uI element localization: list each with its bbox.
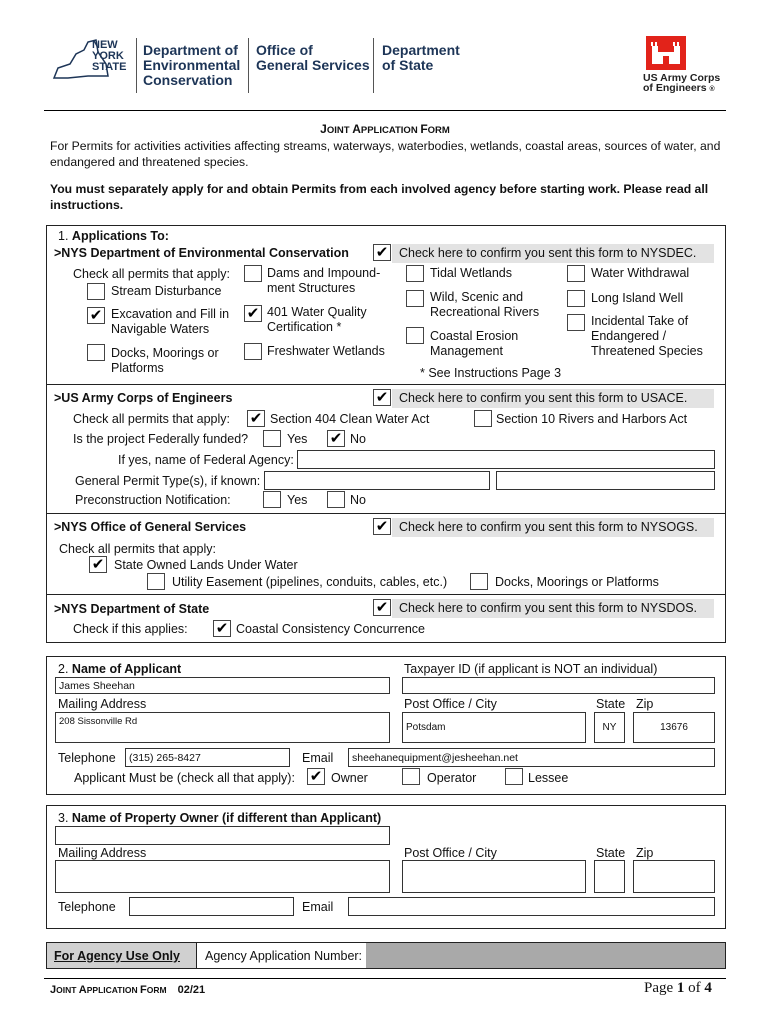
wild-scenic-checkbox[interactable] <box>406 290 424 307</box>
operator-checkbox[interactable] <box>402 768 420 785</box>
ny-logo-line2: YORK <box>92 50 124 62</box>
dec-logo-line2: Environmental <box>143 57 241 73</box>
federally-funded-question: Is the project Federally funded? <box>73 432 249 446</box>
wild-scenic-label: Wild, Scenic and Recreational Rivers <box>430 290 540 319</box>
long-island-well-label: Long Island Well <box>591 291 684 305</box>
water-withdrawal-checkbox[interactable] <box>567 265 585 282</box>
docks-dec-label: Docks, Moorings or Platforms <box>111 346 219 375</box>
federal-agency-input[interactable] <box>297 450 715 469</box>
pcn-yes-label: Yes <box>287 493 308 507</box>
owner-zip-label: Zip <box>636 846 654 860</box>
freshwater-wetlands-checkbox[interactable] <box>244 343 262 360</box>
page-number: Page 1 of 4 <box>644 980 712 996</box>
tidal-wetlands-checkbox[interactable] <box>406 265 424 282</box>
confirm-nysogs-checkbox[interactable] <box>373 518 391 535</box>
dec-logo-line3: Conservation <box>143 72 233 88</box>
federal-agency-label: If yes, name of Federal Agency: <box>118 453 294 467</box>
confirm-nysdec-checkbox[interactable] <box>373 244 391 261</box>
general-permit-label: General Permit Type(s), if known: <box>75 474 261 488</box>
confirm-nysdec-label: Check here to confirm you sent this form to NYSDEC. <box>399 246 697 260</box>
ogs-title: >NYS Office of General Services <box>54 520 247 534</box>
owner-zip-input[interactable] <box>633 860 715 893</box>
excavation-fill-checkbox[interactable] <box>87 307 105 324</box>
applicant-state-label: State <box>596 697 626 711</box>
owner-po-label: Post Office / City <box>404 846 497 860</box>
federally-funded-no-label: No <box>350 432 366 446</box>
applicant-po-label: Post Office / City <box>404 697 497 711</box>
taxpayer-id-label: Taxpayer ID (if applicant is NOT an individual) <box>404 662 658 676</box>
agency-use-label: For Agency Use Only <box>54 949 180 963</box>
confirm-nysogs-label: Check here to confirm you sent this form to NYSOGS. <box>399 520 698 534</box>
applicant-address-input[interactable]: 208 Sissonville Rd <box>55 712 390 743</box>
applicant-email-label: Email <box>302 751 334 765</box>
utility-easement-label: Utility Easement (pipelines, conduits, cables, etc.) <box>172 575 448 589</box>
confirm-nysdos-label: Check here to confirm you sent this form to NYSDOS. <box>399 601 698 615</box>
footer-date: 02/21 <box>177 984 206 996</box>
section3-heading: 3. Name of Property Owner (if different than Applicant) <box>58 811 382 825</box>
utility-easement-checkbox[interactable] <box>147 573 165 590</box>
usace-title: >US Army Corps of Engineers <box>54 391 233 405</box>
applicant-telephone-label: Telephone <box>58 751 116 765</box>
section-10-checkbox[interactable] <box>474 410 492 427</box>
dec-check-all-label: Check all permits that apply: <box>73 267 231 281</box>
owner-address-input[interactable] <box>55 860 390 893</box>
confirm-usace-label: Check here to confirm you sent this form to USACE. <box>399 391 688 405</box>
docks-dec-checkbox[interactable] <box>87 344 105 361</box>
applicant-zip-input[interactable]: 13676 <box>633 712 715 743</box>
applicant-mailing-label: Mailing Address <box>58 697 147 711</box>
dos-check-if-label: Check if this applies: <box>73 622 188 636</box>
applicant-email-input[interactable]: sheehanequipment@jesheehan.net <box>348 748 715 767</box>
dos-logo-line1: Department <box>382 42 460 58</box>
federally-funded-yes-label: Yes <box>287 432 308 446</box>
agency-number-label: Agency Application Number: <box>205 949 363 963</box>
pcn-yes-checkbox[interactable] <box>263 491 281 508</box>
dec-title: >NYS Department of Environmental Conservation <box>54 246 349 260</box>
owner-state-input[interactable] <box>594 860 625 893</box>
instructions-note: * See Instructions Page 3 <box>420 366 562 380</box>
ogs-logo-line2: General Services <box>256 57 370 73</box>
owner-name-input[interactable] <box>55 826 390 845</box>
owner-mailing-label: Mailing Address <box>58 846 147 860</box>
stream-disturbance-label: Stream Disturbance <box>111 284 222 298</box>
incidental-take-checkbox[interactable] <box>567 314 585 331</box>
ogs-check-all-label: Check all permits that apply: <box>59 542 217 556</box>
incidental-take-label: Incidental Take of Endangered / Threatened Species <box>591 314 703 358</box>
usace-castle-icon <box>646 36 686 70</box>
usace-check-all-label: Check all permits that apply: <box>73 412 231 426</box>
header-rule <box>44 110 726 111</box>
owner-city-input[interactable] <box>402 860 586 893</box>
dec-logo-line1: Department of <box>143 42 238 58</box>
section2-heading: 2. Name of Applicant <box>58 662 182 676</box>
owner-email-label: Email <box>302 900 334 914</box>
applicant-telephone-input[interactable]: (315) 265-8427 <box>125 748 290 767</box>
applicant-city-input[interactable]: Potsdam <box>402 712 586 743</box>
registered-mark: ® <box>709 86 715 93</box>
section-404-checkbox[interactable] <box>247 410 265 427</box>
owner-state-label: State <box>596 846 626 860</box>
dams-label: Dams and Impound- ment Structures <box>267 266 381 295</box>
excavation-fill-label: Excavation and Fill in Navigable Waters <box>111 307 230 336</box>
ny-logo-line1: NEW <box>92 39 118 51</box>
docks-ogs-checkbox[interactable] <box>470 573 488 590</box>
usace-logo-line1: US Army Corps <box>643 72 721 84</box>
ny-logo-line3: STATE <box>92 61 127 73</box>
usace-logo-line2: of Engineers <box>643 82 707 94</box>
dos-logo-line2: of State <box>382 57 434 73</box>
dams-checkbox[interactable] <box>244 265 262 282</box>
section1-heading: 1. Applications To: <box>58 229 169 243</box>
long-island-well-checkbox[interactable] <box>567 290 585 307</box>
applicant-zip-label: Zip <box>636 697 654 711</box>
taxpayer-id-input[interactable] <box>402 677 715 694</box>
section-10-label: Section 10 Rivers and Harbors Act <box>496 412 688 426</box>
agency-number-input[interactable] <box>366 943 725 968</box>
lessee-label: Lessee <box>528 771 569 785</box>
coastal-consistency-checkbox[interactable] <box>213 620 231 637</box>
water-withdrawal-label: Water Withdrawal <box>591 266 690 280</box>
stream-disturbance-checkbox[interactable] <box>87 283 105 300</box>
state-owned-lands-label: State Owned Lands Under Water <box>114 558 298 572</box>
lessee-checkbox[interactable] <box>505 768 523 785</box>
pcn-no-label: No <box>350 493 366 507</box>
intro-text: For Permits for activities activities affecting streams, waterways, waterbodies, wetlands, coastal areas, sources of water, and endangered and threatened species. <box>50 139 721 169</box>
general-permit-input-1[interactable] <box>264 471 490 490</box>
confirm-usace-checkbox[interactable] <box>373 389 391 406</box>
preconstruction-label: Preconstruction Notification: <box>75 493 231 507</box>
footer-form-name: JOINT APPLICATION FORM 02/21 <box>50 984 206 996</box>
form-title: JOINT APPLICATION FORM <box>320 122 450 136</box>
owner-telephone-label: Telephone <box>58 900 116 914</box>
owner-checkbox[interactable] <box>307 768 325 785</box>
applicant-state-input[interactable]: NY <box>594 712 625 743</box>
water-quality-label: 401 Water Quality Certification * <box>267 305 367 334</box>
coastal-consistency-label: Coastal Consistency Concurrence <box>236 622 425 636</box>
confirm-nysdos-checkbox[interactable] <box>373 599 391 616</box>
coastal-erosion-label: Coastal Erosion Management <box>430 329 519 358</box>
operator-label: Operator <box>427 771 477 785</box>
dos-title: >NYS Department of State <box>54 602 210 616</box>
federally-funded-yes-checkbox[interactable] <box>263 430 281 447</box>
owner-telephone-input[interactable] <box>129 897 294 916</box>
applicant-must-be-label: Applicant Must be (check all that apply): <box>74 771 295 785</box>
applicant-name-input[interactable]: James Sheehan <box>55 677 390 694</box>
federally-funded-no-checkbox[interactable] <box>327 430 345 447</box>
general-permit-input-2[interactable] <box>496 471 715 490</box>
warning-text: You must separately apply for and obtain Permits from each involved agency before starting work. Please read all instructions. <box>50 182 709 212</box>
docks-ogs-label: Docks, Moorings or Platforms <box>495 575 659 589</box>
owner-email-input[interactable] <box>348 897 715 916</box>
freshwater-wetlands-label: Freshwater Wetlands <box>267 344 385 358</box>
pcn-no-checkbox[interactable] <box>327 491 345 508</box>
water-quality-checkbox[interactable] <box>244 305 262 322</box>
section-404-label: Section 404 Clean Water Act <box>270 412 430 426</box>
coastal-erosion-checkbox[interactable] <box>406 327 424 344</box>
ogs-logo-line1: Office of <box>256 42 313 58</box>
owner-label: Owner <box>331 771 368 785</box>
state-owned-lands-checkbox[interactable] <box>89 556 107 573</box>
tidal-wetlands-label: Tidal Wetlands <box>430 266 512 280</box>
